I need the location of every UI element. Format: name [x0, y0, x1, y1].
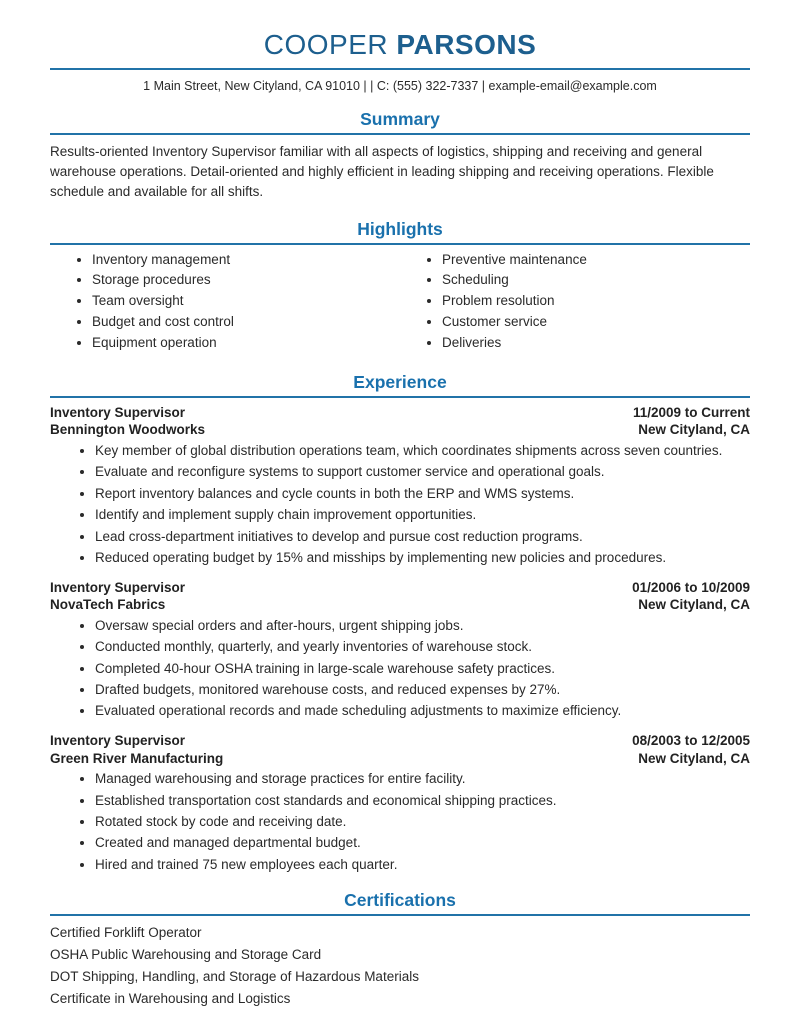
highlight-item: • Budget and cost control — [92, 314, 400, 331]
job-dates: 01/2006 to 10/2009 — [632, 579, 750, 595]
highlights-section-title: Highlights — [357, 218, 443, 239]
highlight-item: • Preventive maintenance — [442, 252, 750, 269]
highlight-item: • Deliveries — [442, 335, 750, 352]
job-bullet: • Hired and trained 75 new employees each quarter. — [95, 857, 750, 874]
certifications-section-title: Certifications — [344, 889, 456, 910]
job-company: Bennington Woodworks — [50, 422, 205, 438]
candidate-last-name: PARSONS — [396, 29, 537, 60]
certifications-divider — [50, 914, 750, 916]
highlights-divider — [50, 243, 750, 245]
highlight-item: • Storage procedures — [92, 272, 400, 289]
job-bullet: • Established transportation cost standards and economical shipping practices. — [95, 793, 750, 810]
job-bullet: • Reduced operating budget by 15% and misships by implementing new policies and procedures. — [95, 550, 750, 567]
certification-item: Certified Forklift Operator — [50, 924, 202, 940]
job-title: Inventory Supervisor — [50, 404, 186, 420]
job-location: New Cityland, CA — [638, 597, 750, 613]
job-bullet: • Drafted budgets, monitored warehouse costs, and reduced expenses by 27%. — [95, 682, 750, 699]
job-title: Inventory Supervisor — [50, 733, 186, 749]
job-bullet: • Managed warehousing and storage practices for entire facility. — [95, 771, 750, 788]
job-company: Green River Manufacturing — [50, 750, 224, 766]
highlight-item: • Customer service — [442, 314, 750, 331]
certification-item: OSHA Public Warehousing and Storage Card — [50, 946, 322, 962]
job-location: New Cityland, CA — [638, 750, 750, 766]
highlight-item: • Team oversight — [92, 293, 400, 310]
job-entry — [50, 579, 750, 720]
candidate-first-name: COOPER — [263, 29, 389, 60]
highlight-item: • Problem resolution — [442, 293, 750, 310]
highlights-columns — [50, 252, 750, 356]
highlights-right-column — [400, 252, 750, 356]
contact-line: 1 Main Street, New Cityland, CA 91010 | | C: (555) 322-7337 | example-email@example.com — [143, 78, 657, 93]
summary-section-title: Summary — [360, 108, 440, 129]
highlight-item: • Scheduling — [442, 272, 750, 289]
job-bullet: • Rotated stock by code and receiving date. — [95, 814, 750, 831]
job-bullet: • Identify and implement supply chain improvement opportunities. — [95, 507, 750, 524]
candidate-name — [50, 30, 750, 61]
job-bullet: • Conducted monthly, quarterly, and yearly inventories of warehouse stock. — [95, 639, 750, 656]
job-bullet: • Oversaw special orders and after-hours, urgent shipping jobs. — [95, 618, 750, 635]
job-bullet: • Lead cross-department initiatives to develop and pursue cost reduction programs. — [95, 529, 750, 546]
header-divider — [50, 68, 750, 70]
summary-text: Results-oriented Inventory Supervisor familiar with all aspects of logistics, shipping and receiving and general warehouse operations. Detail-oriented and highly efficient in leading shipping and receiving operations. Flexible schedule and available for all shifts. — [50, 143, 714, 200]
highlight-item: • Inventory management — [92, 252, 400, 269]
certifications-list — [50, 924, 750, 1008]
job-title: Inventory Supervisor — [50, 579, 186, 595]
experience-divider — [50, 396, 750, 398]
job-entry — [50, 404, 750, 567]
job-bullet: • Completed 40-hour OSHA training in large-scale warehouse safety practices. — [95, 661, 750, 678]
job-bullet: • Report inventory balances and cycle counts in both the ERP and WMS systems. — [95, 486, 750, 503]
job-dates: 08/2003 to 12/2005 — [632, 733, 750, 749]
job-bullet: • Key member of global distribution operations team, which coordinates shipments across seven countries. — [95, 443, 750, 460]
certification-item: Certificate in Warehousing and Logistics — [50, 990, 291, 1006]
job-company: NovaTech Fabrics — [50, 597, 166, 613]
job-bullet: • Evaluated operational records and made scheduling adjustments to maximize efficiency. — [95, 703, 750, 720]
experience-section-title: Experience — [353, 371, 447, 392]
job-bullet: • Created and managed departmental budget. — [95, 835, 750, 852]
summary-divider — [50, 133, 750, 135]
highlights-left-column — [50, 252, 400, 356]
certification-item: DOT Shipping, Handling, and Storage of Hazardous Materials — [50, 968, 419, 984]
job-bullet: • Evaluate and reconfigure systems to support customer service and operational goals. — [95, 464, 750, 481]
job-entry — [50, 732, 750, 873]
job-location: New Cityland, CA — [638, 422, 750, 438]
highlight-item: • Equipment operation — [92, 335, 400, 352]
job-dates: 11/2009 to Current — [632, 404, 750, 420]
